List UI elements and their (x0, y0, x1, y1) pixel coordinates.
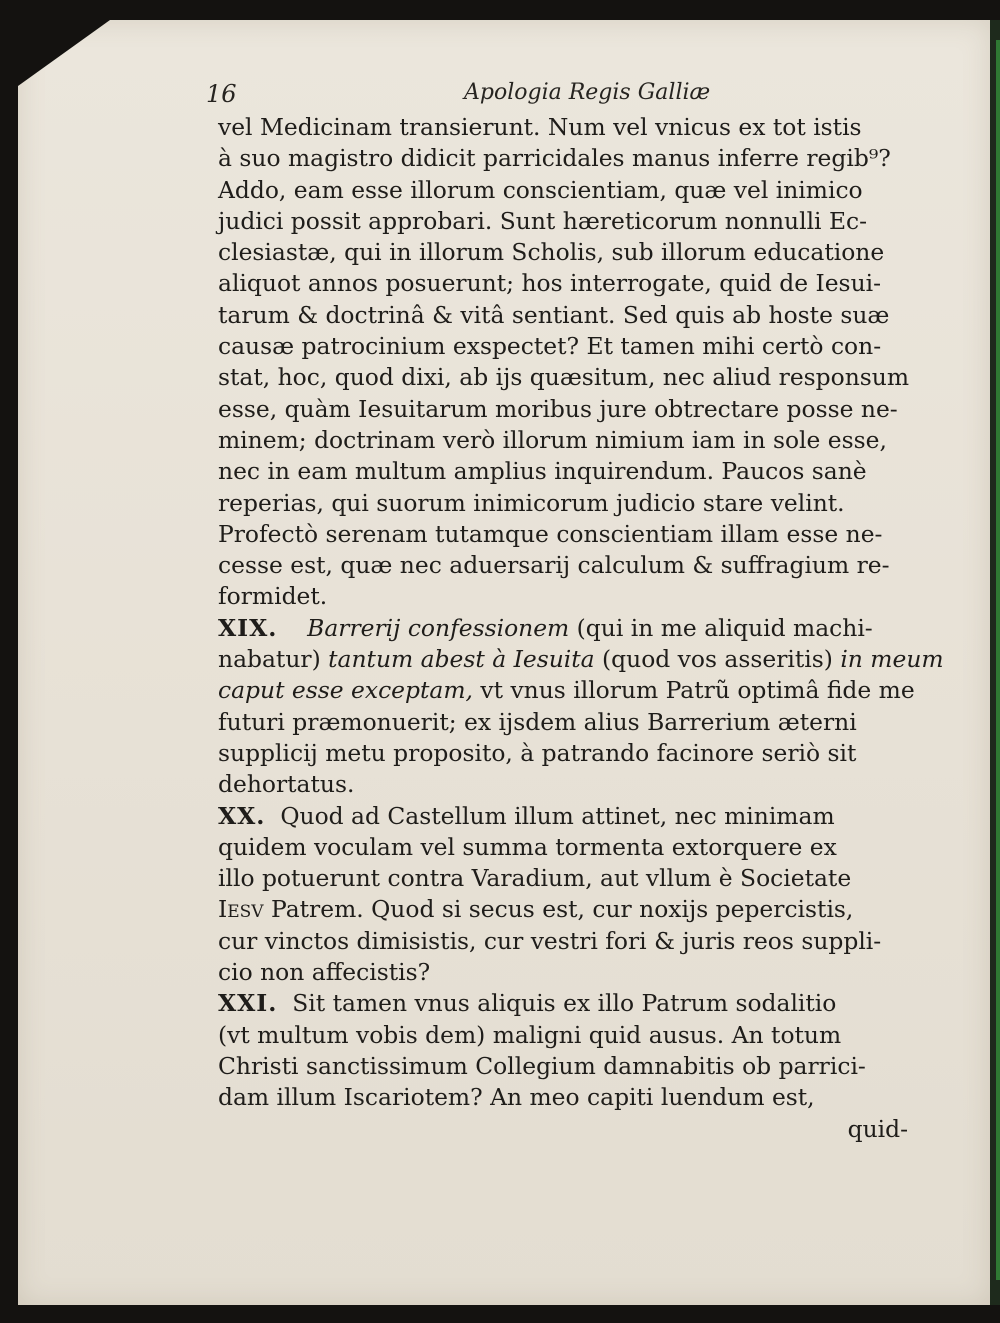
text-line: quidem voculam vel summa tormenta extorquere ex (218, 832, 837, 861)
text-line: causæ patrocinium exspectet? Et tamen mihi certò con- (218, 332, 882, 361)
text-run: nabatur) (218, 645, 329, 674)
torn-corner (18, 20, 110, 86)
page-number: 16 (206, 80, 237, 108)
text-line: Addo, eam esse illorum conscientiam, quæ vel inimico (218, 175, 863, 204)
italic-phrase: Barrerij confessionem (307, 613, 570, 642)
text-line: cur vinctos dimisistis, cur vestri fori & juris reos suppli- (218, 926, 882, 955)
text-line: (vt multum vobis dem) maligni quid ausus. An totum (218, 1020, 842, 1049)
section-number: XIX. (218, 613, 278, 642)
text-line: à suo magistro didicit parricidales manus inferre regib⁹? (218, 144, 891, 173)
italic-phrase: caput esse exceptam, (218, 676, 473, 705)
text-line: Profectò serenam tutamque conscientiam illam esse ne- (218, 519, 883, 548)
italic-phrase: tantum abest à Iesuita (328, 645, 595, 674)
page-edge-stripe (996, 40, 1000, 1280)
text-line: vel Medicinam transierunt. Num vel vnicus ex tot istis (218, 113, 862, 141)
text-line: minem; doctrinam verò illorum nimium iam in sole esse, (218, 425, 887, 454)
body-text (218, 112, 944, 1145)
running-head (206, 72, 906, 112)
text-line: cesse est, quæ nec aduersarij calculum & suffragium re- (218, 551, 890, 580)
section-number: XX. (218, 801, 266, 830)
section-xix-line (218, 613, 908, 644)
text-line: reperias, qui suorum inimicorum judicio stare velint. (218, 488, 845, 517)
text-line: cio non affecistis? (218, 958, 431, 987)
running-title: Apologia Regis Galliæ (464, 80, 711, 105)
text-line: nec in eam multum amplius inquirendum. Paucos sanè (218, 457, 867, 486)
text-line: judici possit approbari. Sunt hæreticorum nonnulli Ec- (218, 206, 868, 235)
text-line: esse, quàm Iesuitarum moribus jure obtrectare posse ne- (218, 394, 898, 423)
text-line: tarum & doctrinâ & vitâ sentiant. Sed quis ab hoste suæ (218, 300, 890, 329)
text-run: vt vnus illorum Patrũ optimâ fide me (472, 676, 915, 705)
text-run: Patrem. Quod si secus est, cur noxijs pepercistis, (263, 895, 854, 924)
text-line: illo potuerunt contra Varadium, aut vllum è Societate (218, 864, 852, 893)
text-line: dehortatus. (218, 770, 355, 799)
italic-phrase: in meum (840, 645, 944, 674)
text-line (218, 644, 944, 675)
section-xx-line (218, 801, 908, 832)
small-caps-initial: I (218, 895, 228, 924)
text-line: formidet. (218, 582, 328, 611)
text-line: aliquot annos posuerunt; hos interrogate, quid de Iesui- (218, 269, 882, 298)
text-line: futuri præmonuerit; ex ijsdem alius Barrerium æterni (218, 707, 857, 736)
text-line: Christi sanctissimum Collegium damnabitis ob parrici- (218, 1051, 866, 1080)
text-line: dam illum Iscariotem? An meo capiti luendum est, (218, 1083, 815, 1112)
section-xxi-line (218, 988, 908, 1019)
small-caps-text: ESV (227, 902, 264, 923)
text-run: (qui in me aliquid machi- (569, 613, 873, 642)
text-line: clesiastæ, qui in illorum Scholis, sub illorum educatione (218, 238, 885, 267)
catchword: quid- (847, 1114, 908, 1143)
section-number: XXI. (218, 989, 278, 1018)
text-line: stat, hoc, quod dixi, ab ijs quæsitum, nec aliud responsum (218, 363, 910, 392)
text-line (218, 894, 908, 925)
text-line: supplicij metu proposito, à patrando facinore seriò sit (218, 738, 857, 767)
text-run: (quod vos asseritis) (594, 645, 841, 674)
text-line (218, 675, 915, 706)
text-run: Sit tamen vnus aliquis ex illo Patrum sodalitio (277, 989, 837, 1018)
text-run: Quod ad Castellum illum attinet, nec minimam (265, 801, 835, 830)
